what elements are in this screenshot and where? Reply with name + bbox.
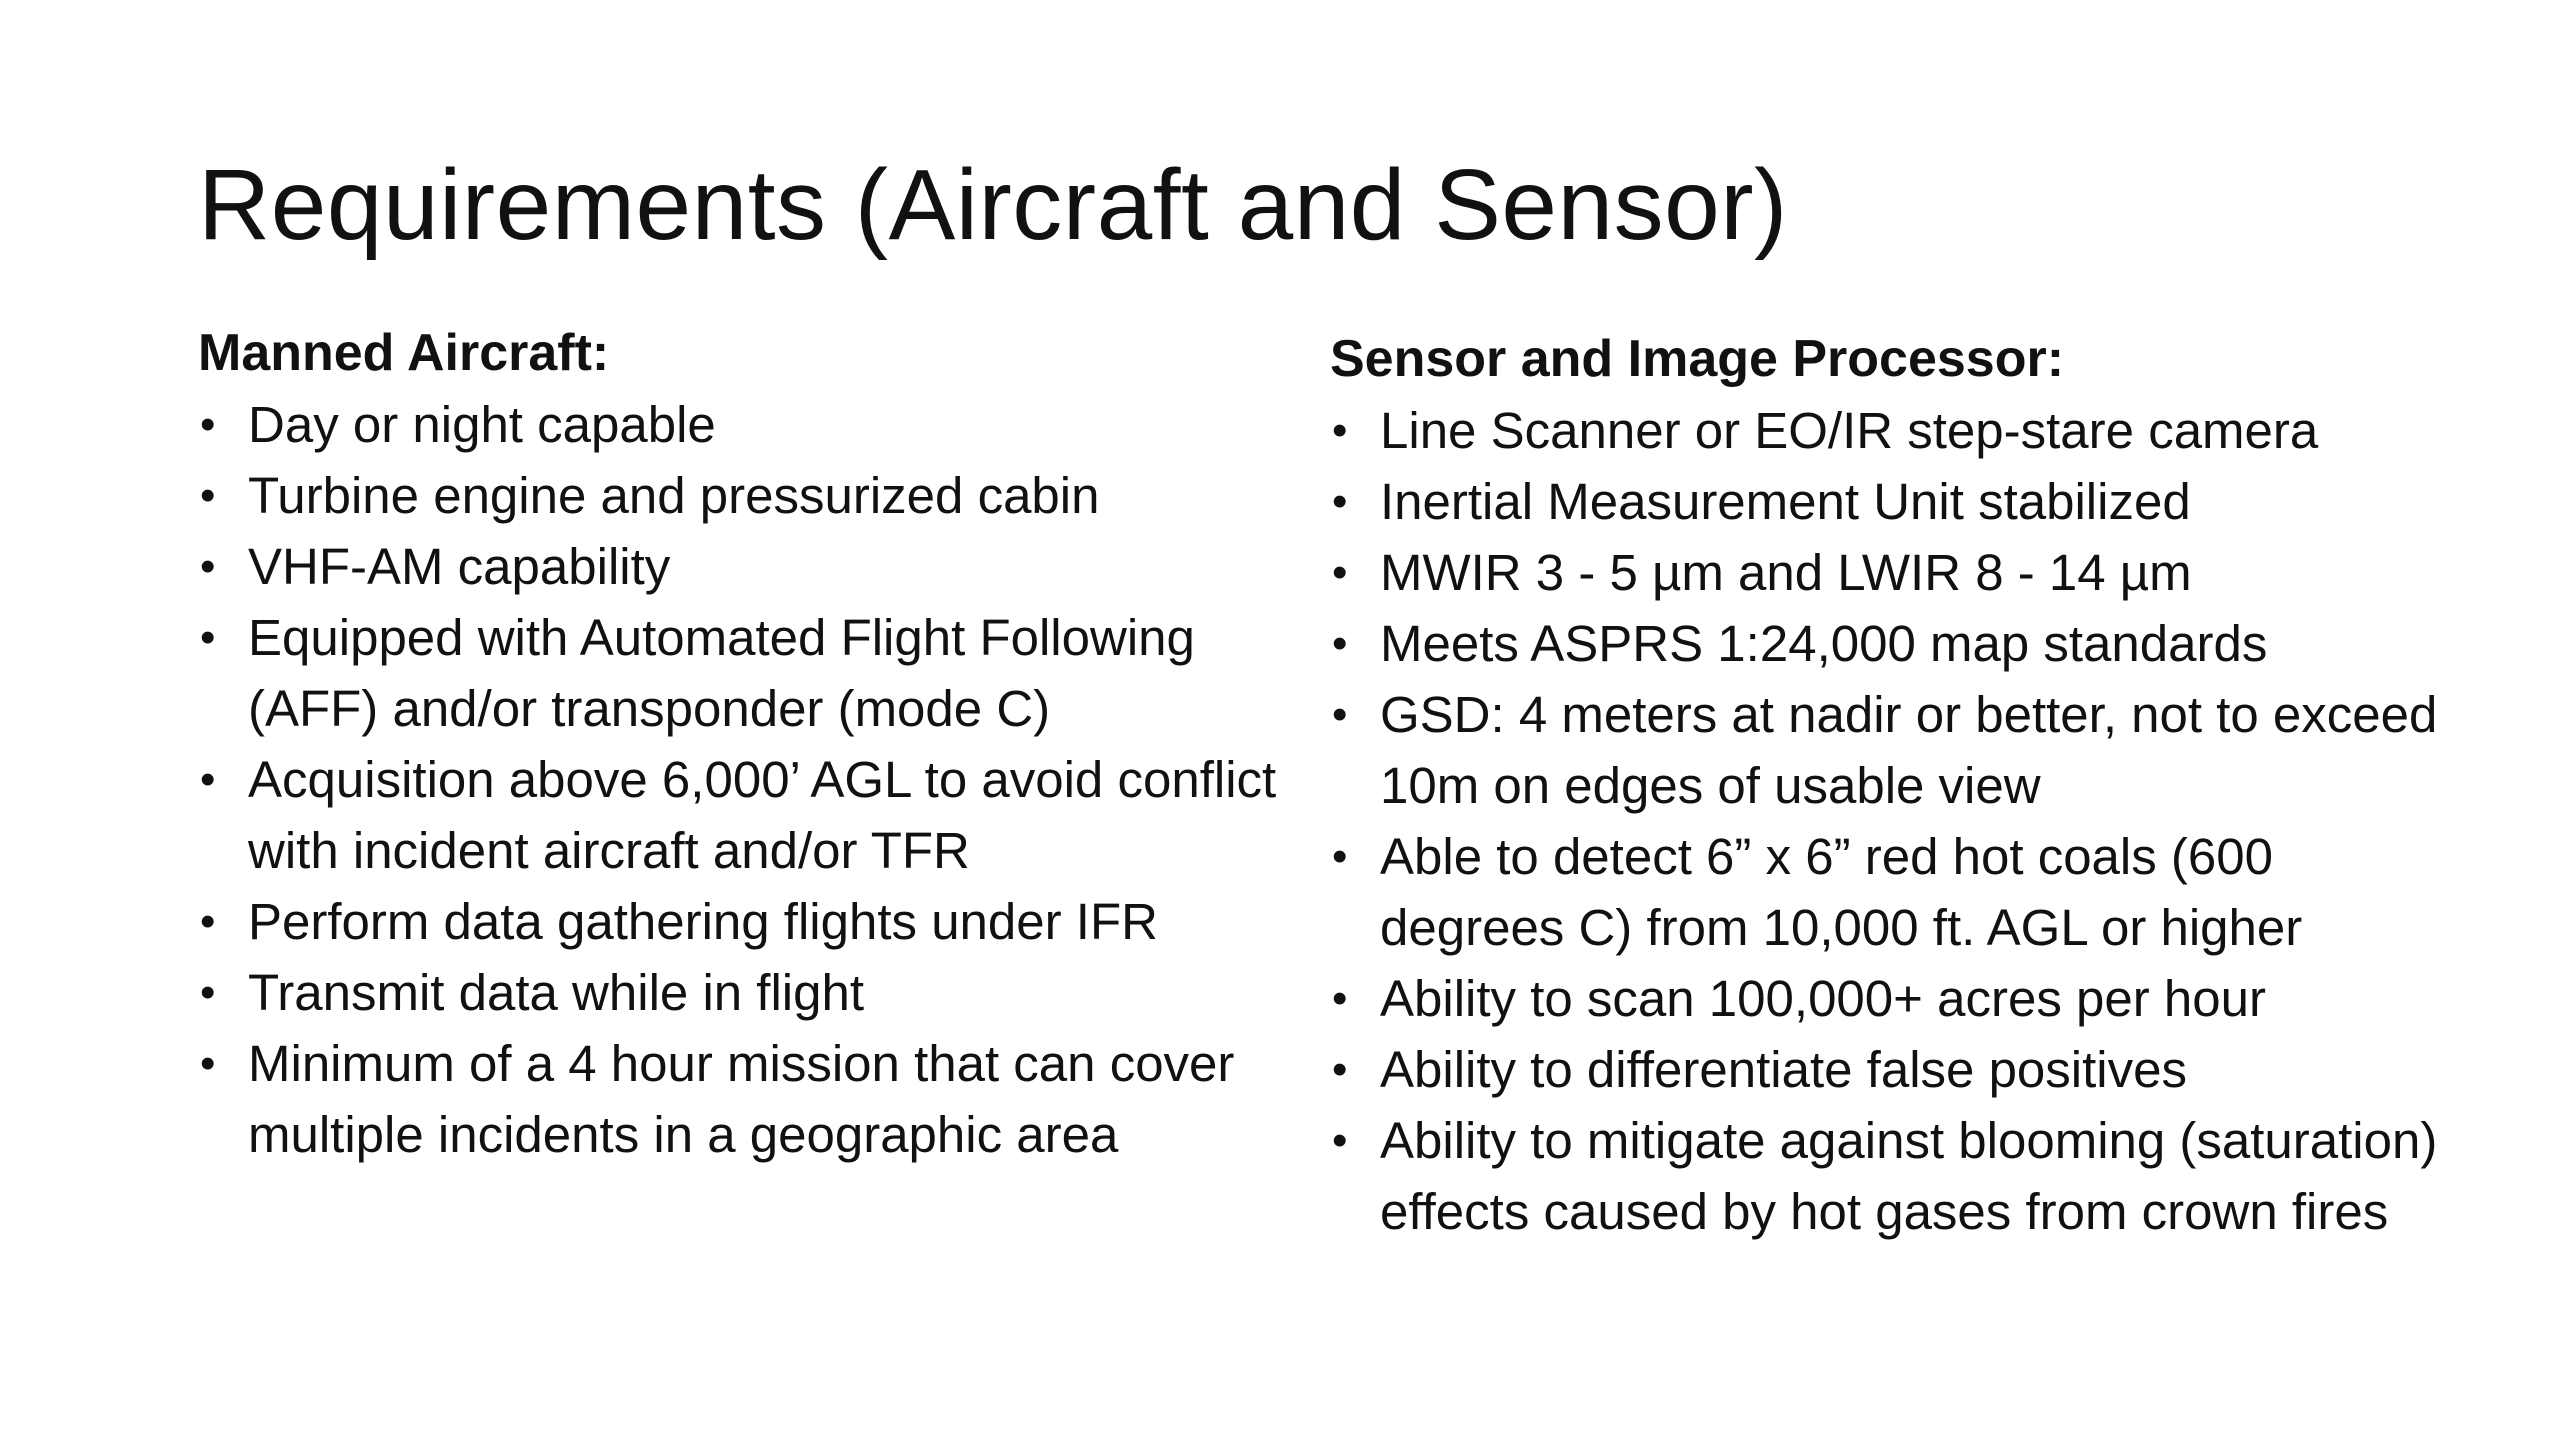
list-item-text: Line Scanner or EO/IR step-stare camera <box>1380 402 2319 459</box>
list-item-text: Meets ASPRS 1:24,000 map standards <box>1380 615 2268 672</box>
list-item-text: Transmit data while in flight <box>248 964 865 1021</box>
bullet-icon: • <box>1332 974 1348 1023</box>
list-item <box>198 602 1278 744</box>
list-item-text: Able to detect 6” x 6” red hot coals (600 degrees C) from 10,000 ft. AGL or higher <box>1380 828 2303 956</box>
bullet-icon: • <box>1332 690 1348 739</box>
list-item <box>1330 679 2450 821</box>
bullet-icon: • <box>1332 832 1348 881</box>
list-item <box>198 886 1278 957</box>
list-item-text: Perform data gathering flights under IFR <box>248 893 1158 950</box>
bullet-icon: • <box>1332 548 1348 597</box>
bullet-icon: • <box>200 1039 216 1088</box>
bullet-icon: • <box>1332 1045 1348 1094</box>
bullet-icon: • <box>200 542 216 591</box>
list-item-text: Minimum of a 4 hour mission that can cover multiple incidents in a geographic area <box>248 1035 1235 1163</box>
bullet-icon: • <box>1332 619 1348 668</box>
list-item <box>1330 963 2450 1034</box>
list-item <box>1330 1105 2450 1247</box>
manned-aircraft-heading: Manned Aircraft: <box>198 324 610 382</box>
list-item <box>1330 1034 2450 1105</box>
manned-aircraft-list <box>198 389 1278 1170</box>
list-item-text: Ability to scan 100,000+ acres per hour <box>1380 970 2266 1027</box>
list-item <box>198 957 1278 1028</box>
bullet-icon: • <box>200 471 216 520</box>
bullet-icon: • <box>200 613 216 662</box>
list-item <box>1330 466 2450 537</box>
list-item-text: Turbine engine and pressurized cabin <box>248 467 1100 524</box>
list-item-text: Day or night capable <box>248 396 716 453</box>
bullet-icon: • <box>200 755 216 804</box>
list-item-text: Ability to mitigate against blooming (saturation) effects caused by hot gases from crown fires <box>1380 1112 2438 1240</box>
manned-aircraft-column <box>198 318 1278 1170</box>
list-item-text: Inertial Measurement Unit stabilized <box>1380 473 2191 530</box>
list-item-text: VHF-AM capability <box>248 538 671 595</box>
list-item <box>198 744 1278 886</box>
list-item <box>1330 608 2450 679</box>
list-item <box>1330 821 2450 963</box>
list-item-text: MWIR 3 - 5 µm and LWIR 8 - 14 µm <box>1380 544 2192 601</box>
slide-title: Requirements (Aircraft and Sensor) <box>198 149 1788 261</box>
bullet-icon: • <box>200 400 216 449</box>
list-item-text: Equipped with Automated Flight Following (AFF) and/or transponder (mode C) <box>248 609 1195 737</box>
list-item <box>1330 537 2450 608</box>
bullet-icon: • <box>1332 477 1348 526</box>
list-item-text: Acquisition above 6,000’ AGL to avoid conflict with incident aircraft and/or TFR <box>248 751 1277 879</box>
sensor-list <box>1330 395 2450 1247</box>
list-item-text: GSD: 4 meters at nadir or better, not to exceed 10m on edges of usable view <box>1380 686 2438 814</box>
sensor-heading: Sensor and Image Processor: <box>1330 330 2065 388</box>
list-item <box>1330 395 2450 466</box>
bullet-icon: • <box>200 968 216 1017</box>
list-item <box>198 531 1278 602</box>
bullet-icon: • <box>200 897 216 946</box>
list-item-text: Ability to differentiate false positives <box>1380 1041 2187 1098</box>
bullet-icon: • <box>1332 1116 1348 1165</box>
bullet-icon: • <box>1332 406 1348 455</box>
sensor-column <box>1330 324 2450 1247</box>
list-item <box>198 389 1278 460</box>
list-item <box>198 460 1278 531</box>
list-item <box>198 1028 1278 1170</box>
